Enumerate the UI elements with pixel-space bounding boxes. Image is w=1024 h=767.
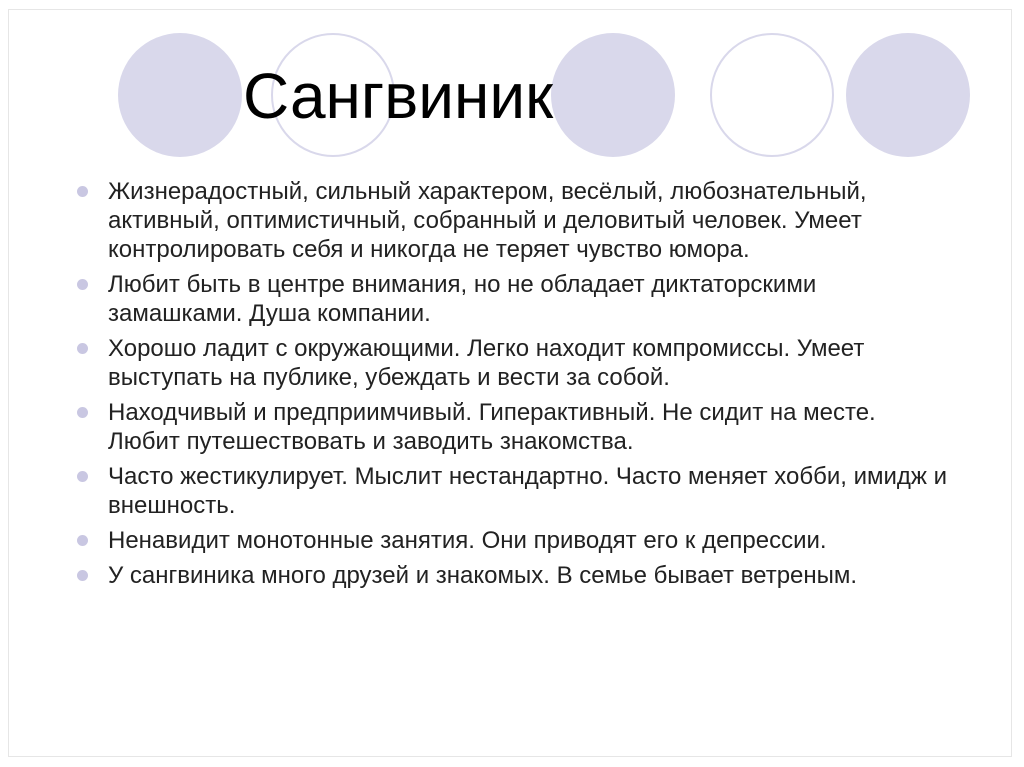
decorative-circle-ring-2 <box>710 33 834 157</box>
bullet-item <box>74 462 954 520</box>
bullet-text: Жизнерадостный, сильный характером, весёлый, любознательный, активный, оптимистичный, собранный и деловитый человек. Умеет контролировать себя и никогда не теряет чувство юмора. <box>108 178 867 263</box>
bullet-text: У сангвиника много друзей и знакомых. В семье бывает ветреным. <box>108 562 858 589</box>
bullet-dot-icon <box>77 535 88 546</box>
bullet-dot-icon <box>77 186 88 197</box>
bullet-text: Часто жестикулирует. Мыслит нестандартно. Часто меняет хобби, имидж и внешность. <box>108 463 948 519</box>
bullet-text: Хорошо ладит с окружающими. Легко находит компромиссы. Умеет выступать на публике, убеждать и вести за собой. <box>108 335 865 391</box>
bullet-dot-icon <box>77 471 88 482</box>
bullet-list <box>74 177 954 596</box>
slide-title: Сангвиник <box>243 60 554 132</box>
bullet-item <box>74 561 954 590</box>
bullet-item <box>74 177 954 264</box>
bullet-item <box>74 398 954 456</box>
decorative-circle-filled-1 <box>118 33 242 157</box>
decorative-circle-filled-2 <box>551 33 675 157</box>
bullet-text: Ненавидит монотонные занятия. Они приводят его к депрессии. <box>108 527 827 554</box>
bullet-dot-icon <box>77 570 88 581</box>
bullet-item <box>74 526 954 555</box>
bullet-item <box>74 270 954 328</box>
bullet-dot-icon <box>77 279 88 290</box>
bullet-text: Любит быть в центре внимания, но не обладает диктаторскими замашками. Душа компании. <box>108 271 817 327</box>
bullet-dot-icon <box>77 407 88 418</box>
bullet-dot-icon <box>77 343 88 354</box>
bullet-text: Находчивый и предприимчивый. Гиперактивный. Не сидит на месте. Любит путешествовать и заводить знакомства. <box>108 399 876 455</box>
decorative-circle-filled-3 <box>846 33 970 157</box>
bullet-item <box>74 334 954 392</box>
